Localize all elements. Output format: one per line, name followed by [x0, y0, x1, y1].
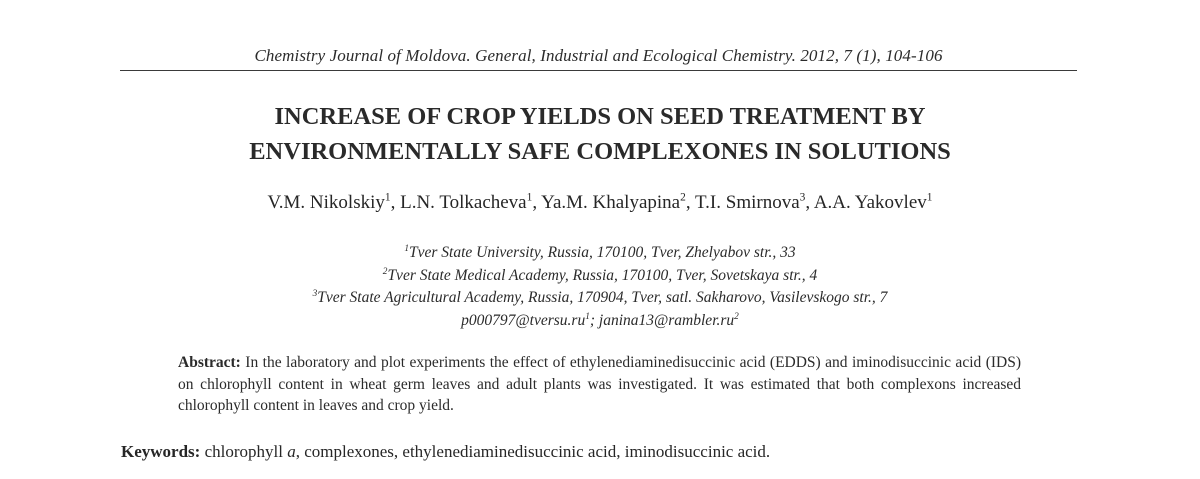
abstract	[178, 352, 1021, 417]
keywords-text-italic: a	[287, 442, 296, 461]
contact-emails	[0, 310, 1200, 333]
author-separator: ,	[805, 192, 814, 213]
author-name: L.N. Tolkacheva	[400, 192, 527, 213]
affiliation-3	[0, 287, 1200, 310]
author-name: A.A. Yakovlev	[813, 192, 927, 213]
running-head: Chemistry Journal of Moldova. General, Industrial and Ecological Chemistry. 2012, 7 (1), 104-106	[254, 46, 943, 65]
affiliation-mark: 1	[404, 243, 410, 254]
author-name: V.M. Nikolskiy	[267, 192, 385, 213]
keywords-text-pre: chlorophyll	[200, 442, 288, 461]
keywords-text-post: , complexones, ethylenediaminedisuccinic acid, iminodisuccinic acid.	[295, 442, 771, 461]
affiliation-text: Tver State University, Russia, 170100, Tver, Zhelyabov str., 33	[409, 244, 796, 261]
author-separator: ,	[685, 192, 695, 213]
author-name: Ya.M. Khalyapina	[541, 192, 681, 213]
abstract-text: In the laboratory and plot experiments the effect of ethylenediaminedisuccinic acid (EDDS) and iminodisuccinic acid (IDS) on chlorophyll content in wheat germ leaves and adult plants was investigated. It was estimated that both complexons increased chlorophyll content in leaves and crop yield.	[178, 354, 1021, 414]
email-separator: ;	[589, 311, 599, 329]
email-2[interactable]: janina13@rambler.ru	[598, 311, 735, 329]
title-line-2: ENVIRONMENTALLY SAFE COMPLEXONES IN SOLUTIONS	[249, 138, 951, 165]
affiliation-mark: 3	[312, 288, 318, 299]
affiliation-1	[0, 242, 1200, 265]
abstract-label: Abstract:	[178, 354, 241, 371]
affiliation-mark: 1	[585, 311, 590, 322]
affiliation-mark: 1	[384, 191, 391, 204]
paper-title	[0, 99, 1200, 169]
email-1[interactable]: p000797@tversu.ru	[461, 311, 586, 329]
affiliation-mark: 3	[799, 191, 806, 204]
affiliation-mark: 2	[680, 191, 686, 204]
affiliation-2	[0, 265, 1200, 288]
affiliation-mark: 2	[734, 311, 739, 322]
affiliation-mark: 1	[926, 191, 933, 204]
keywords-label: Keywords:	[121, 442, 201, 461]
affiliation-text: Tver State Agricultural Academy, Russia, 170904, Tver, satl. Sakharovo, Vasilevskogo str., 7	[317, 289, 888, 306]
author-separator: ,	[390, 192, 401, 213]
affiliation-mark: 1	[526, 191, 533, 204]
affiliation-list	[0, 242, 1200, 332]
author-list	[0, 192, 1200, 214]
title-line-1: INCREASE OF CROP YIELDS ON SEED TREATMENT BY	[274, 103, 926, 130]
affiliation-text: Tver State Medical Academy, Russia, 170100, Tver, Sovetskaya str., 4	[387, 266, 818, 284]
header-rule	[120, 70, 1077, 71]
author-name: T.I. Smirnova	[694, 192, 800, 213]
keywords	[121, 442, 1081, 462]
affiliation-mark: 2	[382, 266, 388, 277]
author-separator: ,	[532, 192, 542, 213]
